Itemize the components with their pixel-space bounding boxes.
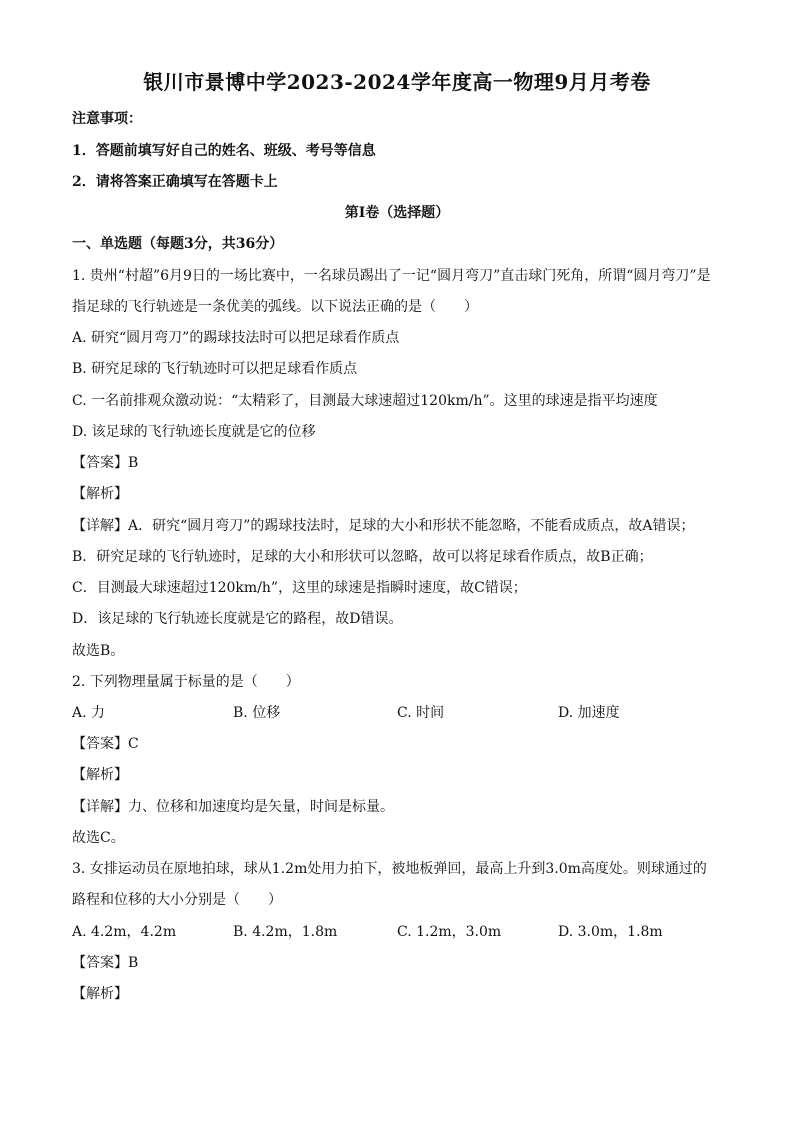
notice-heading: 注意事项： — [72, 111, 142, 127]
q3-option-b: B. 4.2m，1.8m — [233, 924, 338, 940]
q3-stem-line2: 路程和位移的大小分别是（ ） — [72, 892, 282, 908]
q1-detail-b: B．研究足球的飞行轨迹时，足球的大小和形状可以忽略，故可以将足球看作质点，故B正确； — [72, 549, 653, 565]
q3-option-d: D. 3.0m，1.8m — [558, 924, 663, 940]
q2-option-b: B. 位移 — [233, 705, 281, 721]
part-title: 一、单选题（每题3分，共36分） — [72, 236, 284, 252]
section-title: 第I卷（选择题） — [344, 205, 450, 221]
q1-option-a: A. 研究“圆月弯刀”的踢球技法时可以把足球看作质点 — [72, 330, 400, 346]
q1-detail-a: 【详解】A．研究“圆月弯刀”的踢球技法时，足球的大小和形状不能忽略，不能看成质点，故A错误； — [72, 518, 695, 534]
q2-choose: 故选C。 — [72, 830, 125, 846]
notice-item-1: 1．答题前填写好自己的姓名、班级、考号等信息 — [72, 143, 376, 159]
q2-detail: 【详解】力、位移和加速度均是矢量，时间是标量。 — [72, 799, 394, 815]
q1-choose: 故选B。 — [72, 643, 125, 659]
q1-detail-c: C．目测最大球速超过120km/h”，这里的球速是指瞬时速度，故C错误； — [72, 580, 527, 596]
q2-stem: 2. 下列物理量属于标量的是（ ） — [72, 674, 300, 690]
q2-option-c: C. 时间 — [397, 705, 445, 721]
q1-detail-d: D．该足球的飞行轨迹长度就是它的路程，故D错误。 — [72, 611, 403, 627]
q3-stem-line1: 3. 女排运动员在原地拍球，球从1.2m处用力拍下，被地板弹回，最高上升到3.0m高度处。则球通过的 — [72, 861, 707, 877]
q2-answer: 【答案】C — [72, 736, 139, 752]
q1-stem-line1: 1. 贵州“村超”6月9日的一场比赛中，一名球员踢出了一记“圆月弯刀”直击球门死角，所谓“圆月弯刀”是 — [72, 268, 711, 284]
q2-option-a: A. 力 — [72, 705, 106, 721]
q1-analysis: 【解析】 — [72, 486, 128, 502]
q3-option-c: C. 1.2m，3.0m — [397, 924, 502, 940]
exam-title: 银川市景博中学2023-2024学年度高一物理9月月考卷 — [143, 70, 651, 94]
q3-option-a: A. 4.2m，4.2m — [72, 924, 177, 940]
q2-option-d: D. 加速度 — [558, 705, 620, 721]
notice-item-2: 2．请将答案正确填写在答题卡上 — [72, 174, 278, 190]
q1-stem-line2: 指足球的飞行轨迹是一条优美的弧线。以下说法正确的是（ ） — [72, 299, 478, 315]
q1-answer: 【答案】B — [72, 455, 139, 471]
q3-analysis: 【解析】 — [72, 986, 128, 1002]
q1-option-c: C. 一名前排观众激动说：“太精彩了，目测最大球速超过120km/h”。这里的球速是指平均速度 — [72, 393, 658, 409]
q2-analysis: 【解析】 — [72, 767, 128, 783]
q1-option-d: D. 该足球的飞行轨迹长度就是它的位移 — [72, 424, 316, 440]
q3-answer: 【答案】B — [72, 955, 139, 971]
q1-option-b: B. 研究足球的飞行轨迹时可以把足球看作质点 — [72, 361, 358, 377]
